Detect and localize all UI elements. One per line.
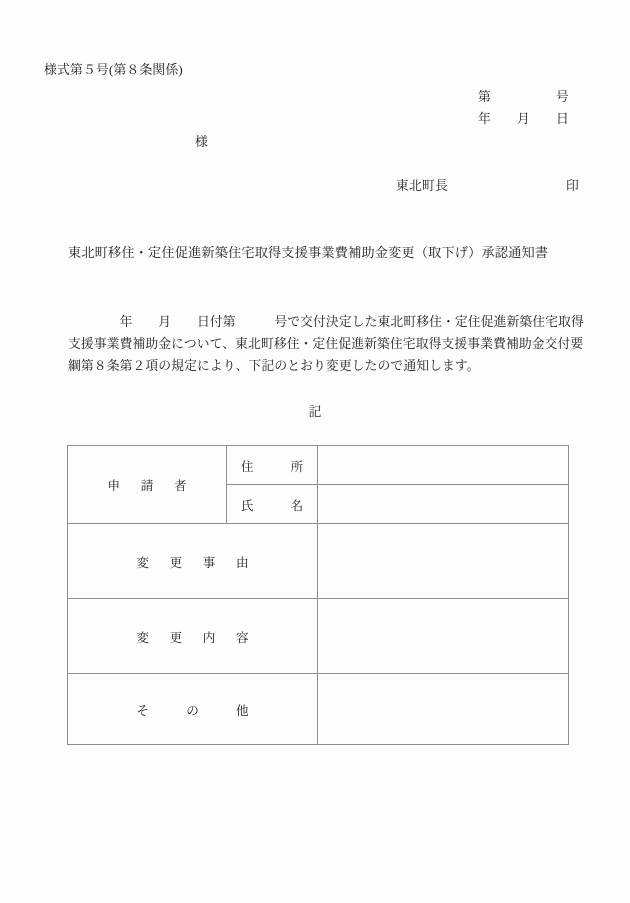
seal-mark-icon: 印 <box>566 179 579 193</box>
applicant-address-value[interactable] <box>318 446 569 485</box>
kiji-marker: 記 <box>308 405 322 419</box>
change-reason-label: 変 更 事 由 <box>68 524 318 599</box>
change-content-value[interactable] <box>318 599 569 674</box>
table-row <box>68 599 569 674</box>
table-row <box>68 524 569 599</box>
change-details-table <box>67 445 569 745</box>
applicant-name-value[interactable] <box>318 485 569 524</box>
body-line: 年 月 日付第 号で交付決定した東北町移住・定住促進新築住宅取得 <box>68 315 584 329</box>
applicant-label: 申 請 者 <box>68 446 227 524</box>
change-reason-value[interactable] <box>318 524 569 599</box>
body-line: 綱第８条第２項の規定により、下記のとおり変更したので通知します。 <box>68 359 480 373</box>
document-title: 東北町移住・定住促進新築住宅取得支援事業費補助金変更（取下げ）承認通知書 <box>68 245 549 260</box>
applicant-name-label: 氏 名 <box>227 485 318 524</box>
body-line: 支援事業費補助金について、東北町移住・定住促進新築住宅取得支援事業費補助金交付要 <box>68 337 584 351</box>
applicant-address-label: 住 所 <box>227 446 318 485</box>
document-number-field: 第 号 <box>478 90 569 104</box>
table-row <box>68 674 569 745</box>
form-number: 様式第５号(第８条関係) <box>44 63 183 77</box>
issuer-name: 東北町長 <box>396 179 448 193</box>
table-row <box>68 446 569 485</box>
document-date-field: 年 月 日 <box>478 112 569 126</box>
other-label: そ の 他 <box>68 674 318 745</box>
body-paragraph <box>68 311 588 377</box>
addressee-honorific: 様 <box>195 135 208 149</box>
other-value[interactable] <box>318 674 569 745</box>
change-content-label: 変 更 内 容 <box>68 599 318 674</box>
